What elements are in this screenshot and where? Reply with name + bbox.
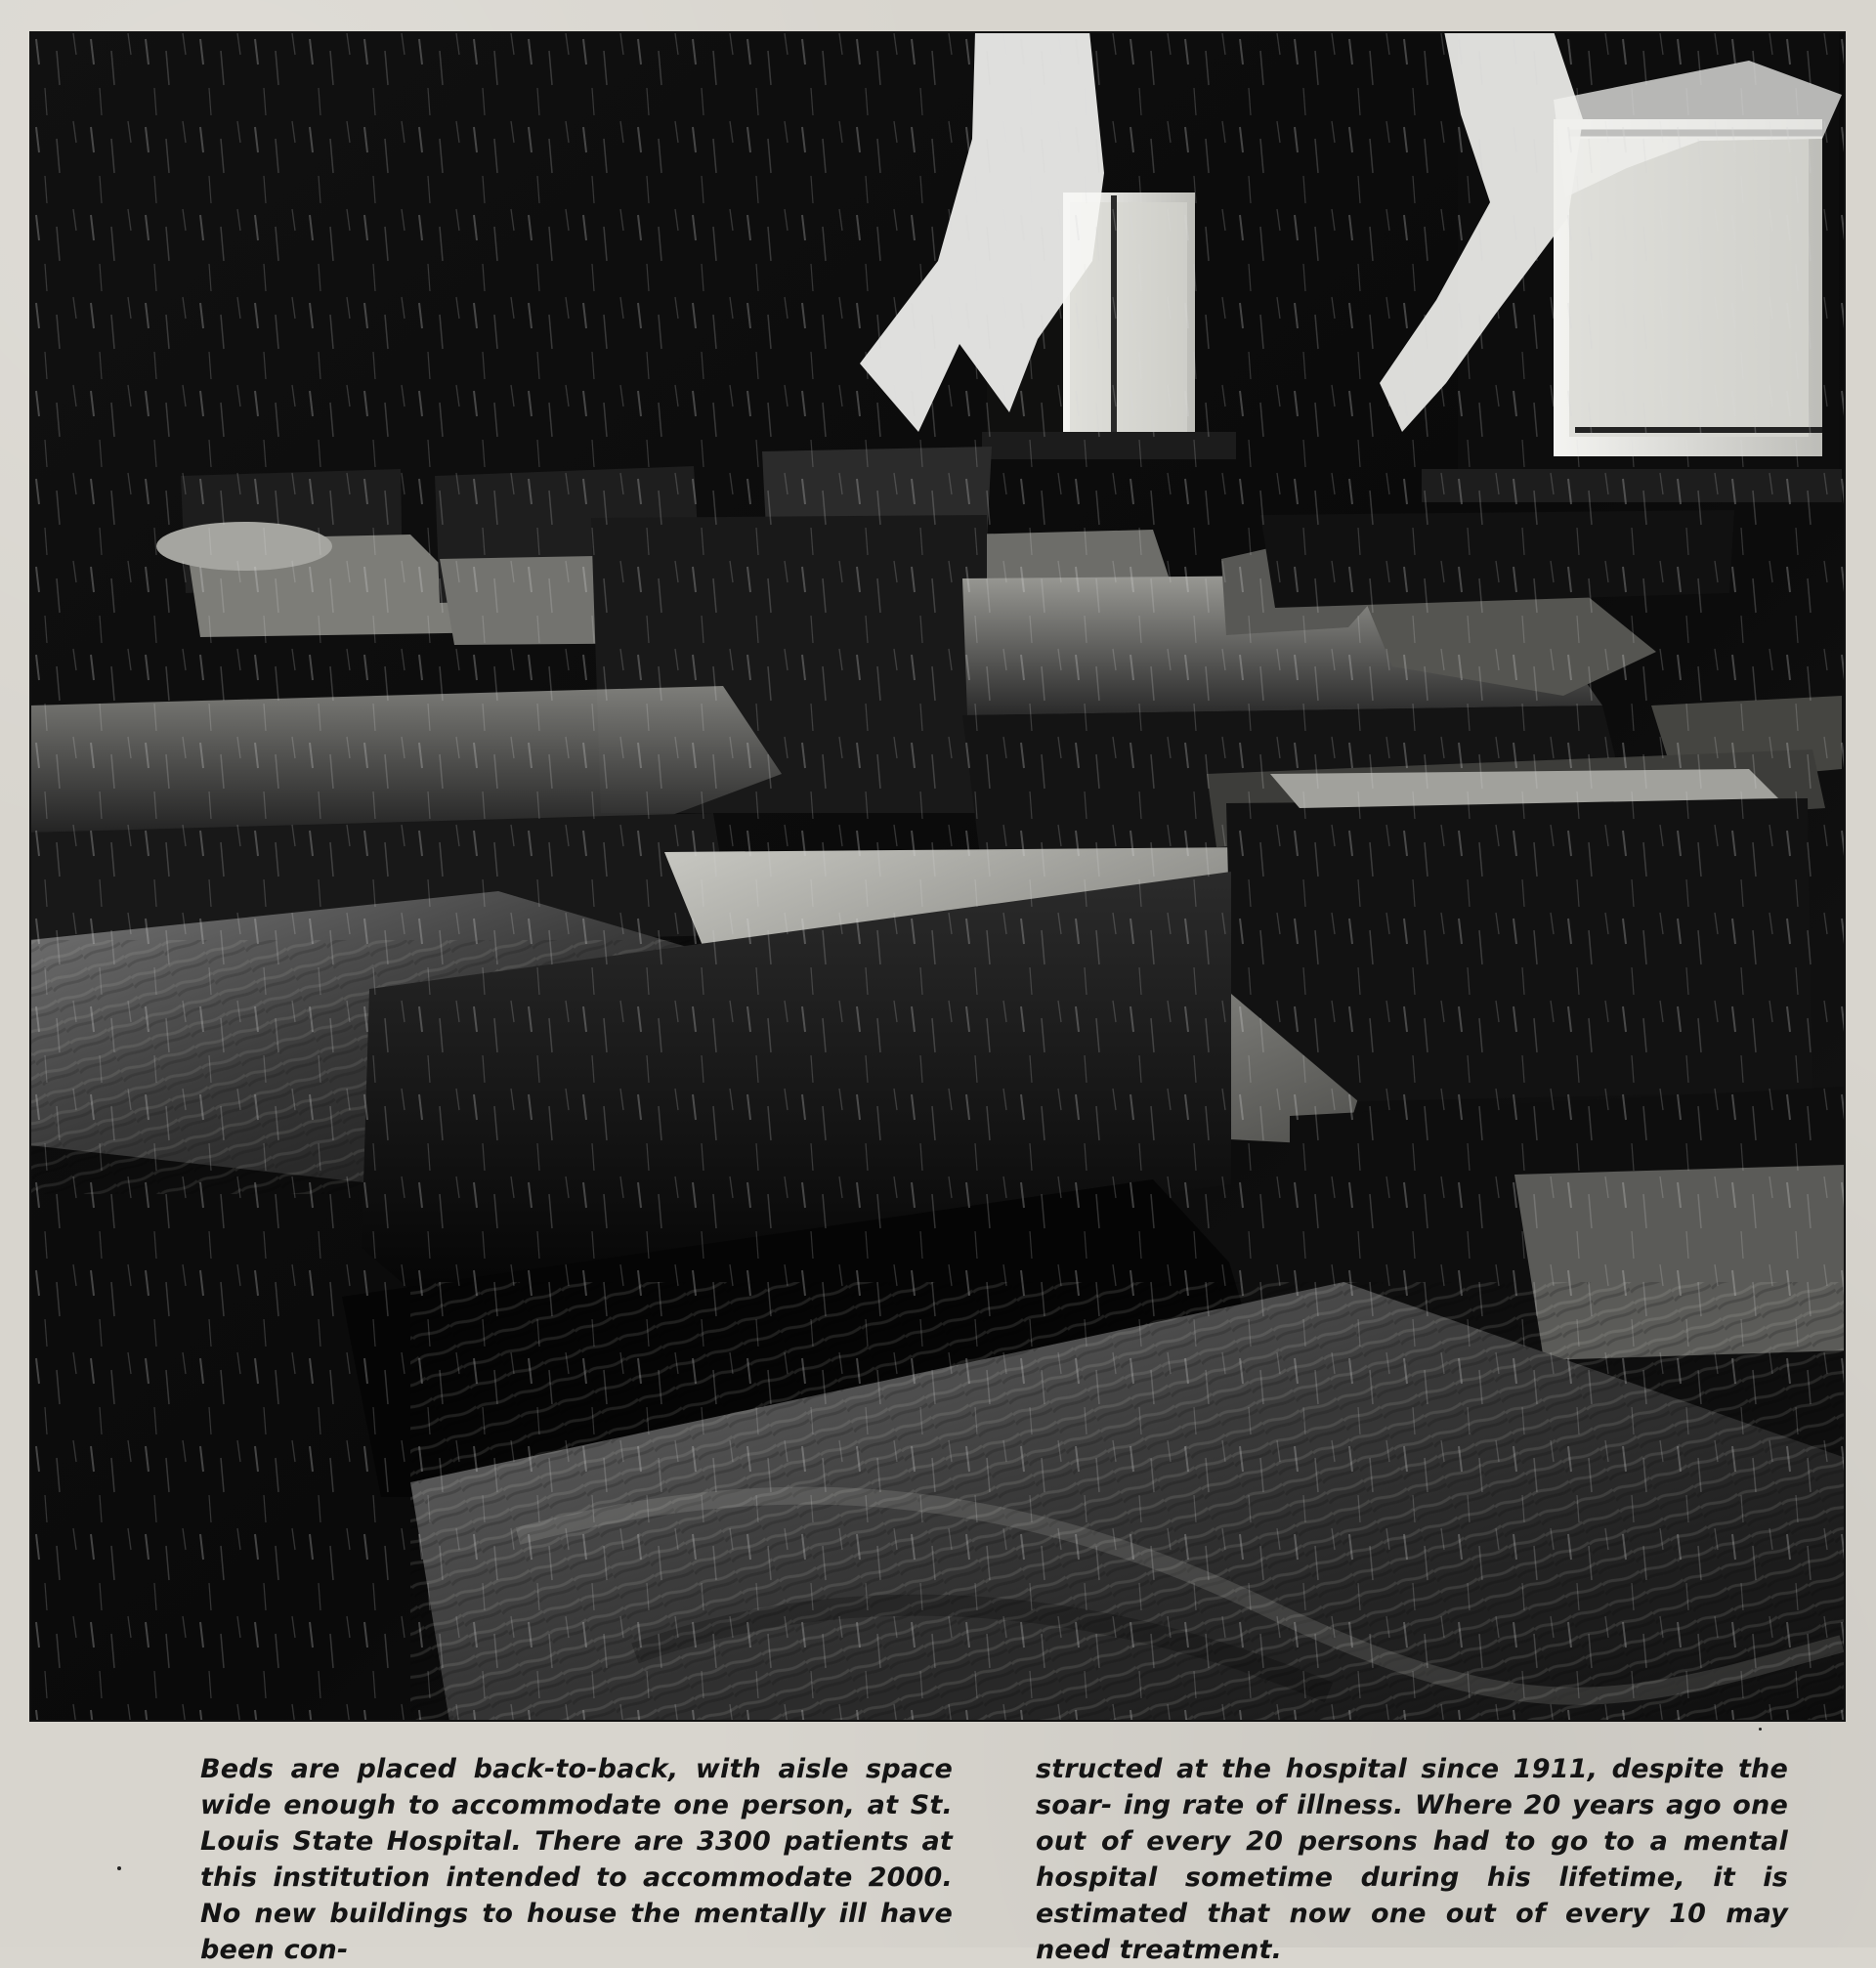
print-speck [1759,1728,1762,1731]
print-speck [117,1866,121,1870]
hospital-ward-photo [29,31,1846,1722]
ward-photo-illustration [29,31,1846,1722]
caption-right-column: structed at the hospital since 1911, despite the soar- ing rate of illness. Where 20 years ago one out of every 20 persons had to go to a mental hospital sometime during his lifetime, it is estimated that now one out of every 10 may need treatment. [1036,1754,1788,1965]
photo-caption [200,1751,1788,1965]
caption-left-column: Beds are placed back-to-back, with aisle space wide enough to accommodate one person, at St. Louis State Hospital. There are 3300 patients at this institution intended to accommodate 2000. No new buildings to house the mentally ill have been con- [200,1754,953,1965]
